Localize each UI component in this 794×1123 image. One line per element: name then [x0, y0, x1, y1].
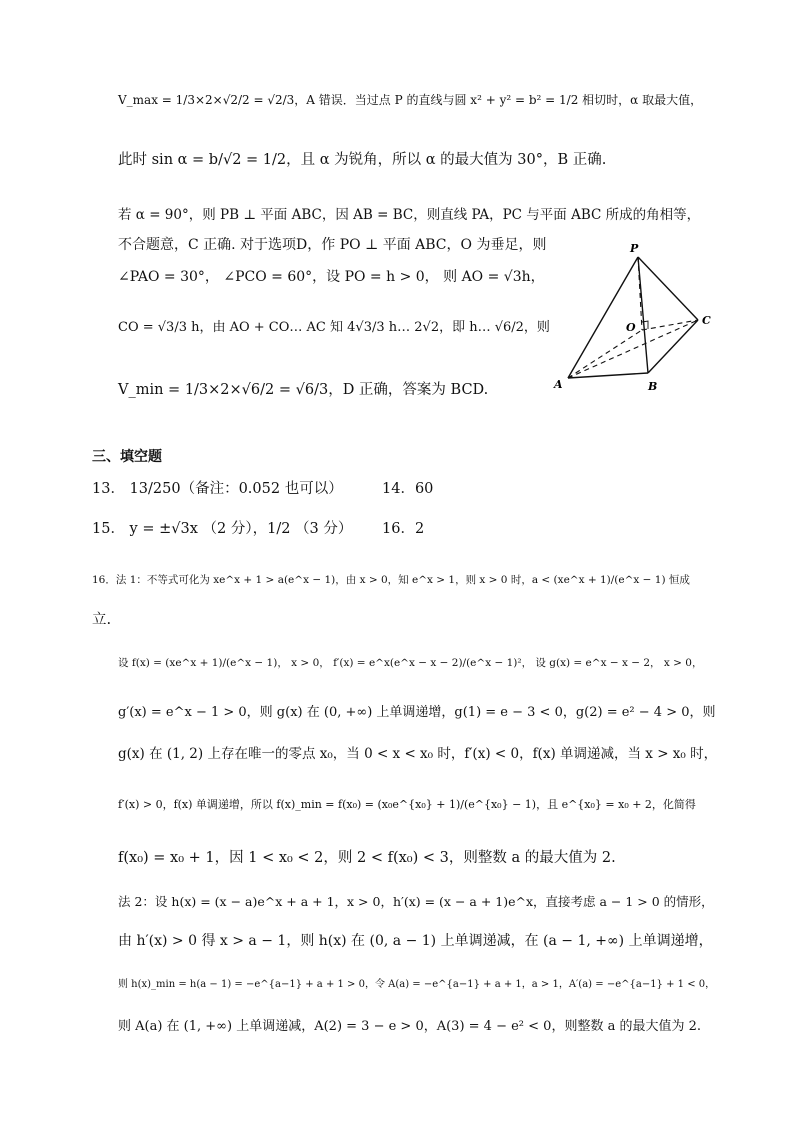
label-o: O [626, 321, 636, 334]
right-angle-mark [642, 321, 648, 329]
edge-ab [568, 373, 648, 378]
answer-15: 15． y = ±√3x （2 分），1/2 （3 分） [92, 521, 353, 537]
solution16-line-1: 16．法 1：不等式可化为 xe^x + 1 > a(e^x − 1)，由 x > 0，知 e^x > 1，则 x > 0 时，a < (xe^x + 1)/(e^x − 1) 恒成 [92, 574, 690, 586]
solution-line-4: 不合题意，C 正确. 对于选项D，作 PO ⊥ 平面 ABC，O 为垂足，则 [118, 237, 547, 253]
edge-pa [568, 257, 638, 378]
solution-line-7: V_min = 1/3×2×√6/2 = √6/3，D 正确，答案为 BCD. [118, 382, 489, 398]
label-b: B [648, 380, 658, 393]
label-a: A [554, 378, 563, 391]
solution-line-5: ∠PAO = 30°， ∠PCO = 60°，设 PO = h > 0， 则 AO = √3h， [118, 269, 545, 285]
section-title: 三、填空题 [92, 449, 162, 465]
tetrahedron-figure [548, 240, 728, 400]
edge-ao-dashed [568, 330, 642, 378]
solution16-line-2: 立. [92, 612, 112, 628]
solution-line-2: 此时 sin α = b/√2 = 1/2，且 α 为锐角，所以 α 的最大值为 30°，B 正确. [118, 152, 607, 168]
solution16-line-8: 法 2：设 h(x) = (x − a)e^x + a + 1，x > 0，h′(x) = (x − a + 1)e^x，直接考虑 a − 1 > 0 的情形， [118, 894, 714, 909]
label-p: P [630, 242, 639, 255]
label-c: C [702, 314, 711, 327]
answer-13: 13． 13/250（备注：0.052 也可以） [92, 481, 343, 497]
solution16-line-11: 则 A(a) 在 (1, +∞) 上单调递减，A(2) = 3 − e > 0，A(3) = 4 − e² < 0，则整数 a 的最大值为 2. [118, 1019, 701, 1034]
solution16-line-6: f′(x) > 0，f(x) 单调递增，所以 f(x)_min = f(x₀) = (x₀e^{x₀} + 1)/(e^{x₀} − 1)，且 e^{x₀} = x₀ + 2，化简得 [118, 798, 696, 811]
solution-line-3: 若 α = 90°，则 PB ⊥ 平面 ABC，因 AB = BC，则直线 PA，PC 与平面 ABC 所成的角相等， [118, 207, 701, 223]
answer-14: 14．60 [382, 481, 434, 497]
solution16-line-7: f(x₀) = x₀ + 1，因 1 < x₀ < 2，则 2 < f(x₀) < 3，则整数 a 的最大值为 2. [118, 850, 616, 866]
solution-line-6: CO = √3/3 h，由 AO + CO… AC 知 4√3/3 h… 2√2，即 h… √6/2，则 [118, 320, 550, 335]
answer-16: 16．2 [382, 521, 425, 537]
solution16-line-5: g(x) 在 (1, 2) 上存在唯一的零点 x₀，当 0 < x < x₀ 时，f′(x) < 0，f(x) 单调递减，当 x > x₀ 时， [118, 746, 718, 762]
edge-pb [638, 257, 648, 373]
solution16-line-10: 则 h(x)_min = h(a − 1) = −e^{a−1} + a + 1 > 0，令 A(a) = −e^{a−1} + a + 1，a > 1，A′(a) = −e^{a−1} + 1 < 0， [118, 979, 716, 990]
solution16-line-4: g′(x) = e^x − 1 > 0，则 g(x) 在 (0, +∞) 上单调递增，g(1) = e − 3 < 0，g(2) = e² − 4 > 0，则 [118, 705, 716, 720]
solution16-line-3: 设 f(x) = (xe^x + 1)/(e^x − 1)， x > 0， f′(x) = e^x(e^x − x − 2)/(e^x − 1)²， 设 g(x) = e^x − x − 2， x > 0， [118, 657, 703, 669]
solution16-line-9: 由 h′(x) > 0 得 x > a − 1，则 h(x) 在 (0, a − 1) 上单调递减，在 (a − 1, +∞) 上单调递增， [118, 933, 713, 949]
edge-pc [638, 257, 698, 320]
solution-line-1: V_max = 1/3×2×√2/2 = √2/3，A 错误．当过点 P 的直线与圆 x² + y² = b² = 1/2 相切时，α 取最大值， [118, 93, 703, 107]
